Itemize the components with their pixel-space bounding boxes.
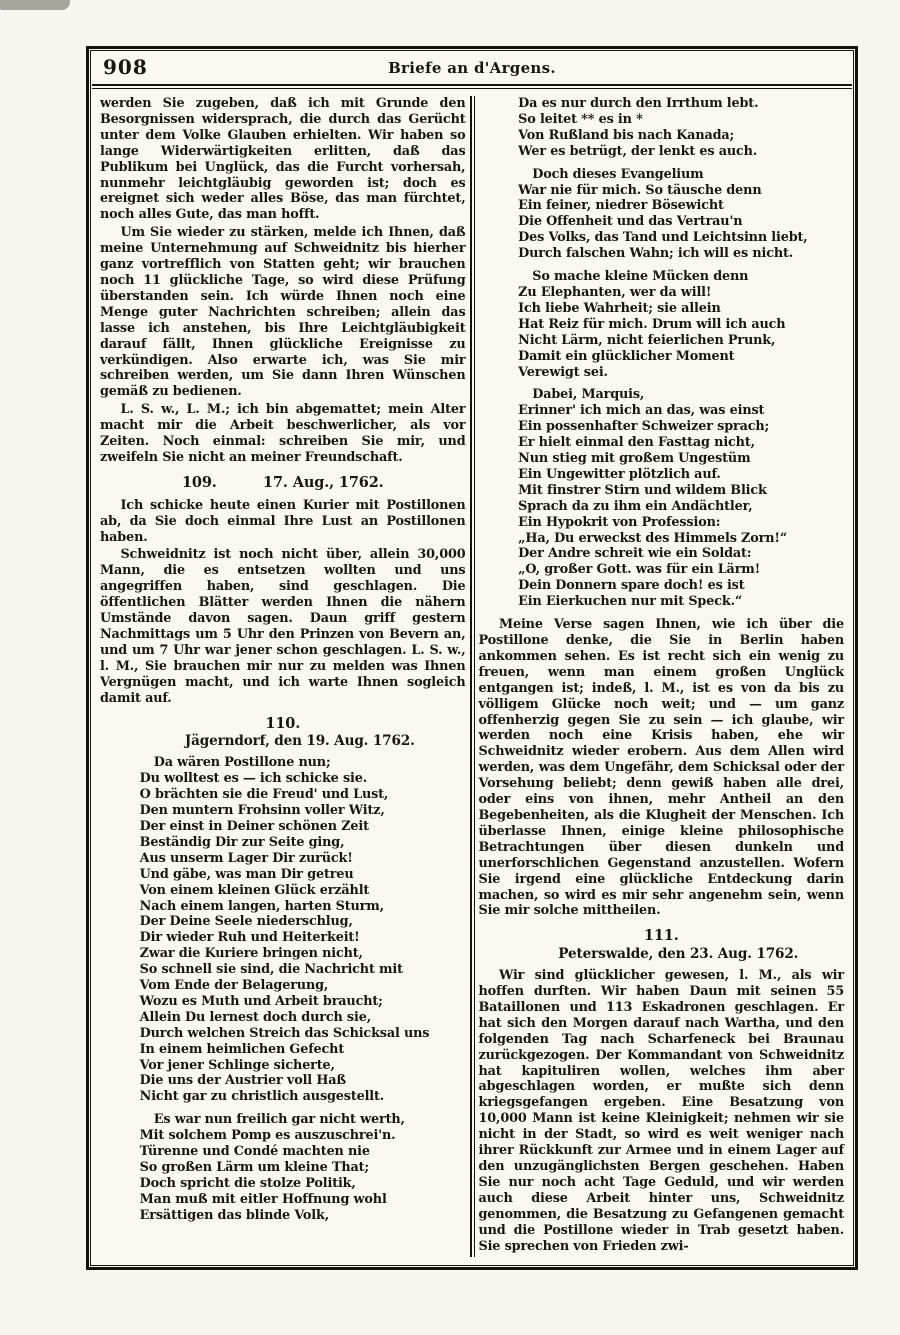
poem-line: Der einst in Deiner schönen Zeit [139,818,369,834]
poem-line: Verewigt sei. [518,364,608,380]
poem-stanza-1 [100,755,466,1105]
letter-110-number: 110. [265,714,301,732]
poem-line: Da wären Postillone nun; [153,755,331,771]
poem-line: Mit finstrer Stirn und wildem Blick [518,482,767,498]
poem-line: Durch welchen Streich das Schicksal uns [139,1025,430,1041]
poem-line: Ein Ungewitter plötzlich auf. [518,466,721,482]
page-number: 908 [103,55,148,79]
poem-line: So schnell sie sind, die Nachricht mit [139,962,403,978]
letter-110-dateline: Jägerndorf, den 19. Aug. 1762. [184,733,415,750]
letter-111-number: 111. [643,927,679,945]
poem-line: Wer es betrügt, der lenkt es auch. [518,143,758,159]
header-rule [92,84,852,86]
page-content [91,89,853,1257]
poem-line: Türenne und Condé machten nie [139,1144,370,1160]
poem-line: Nach einem langen, harten Sturm, [139,898,384,914]
poem-line: Doch dieses Evangelium [532,166,704,182]
poem-line: Die Offenheit und das Vertrau'n [518,214,743,230]
poem-line: Doch spricht die stolze Politik, [139,1175,356,1191]
poem-line: Aus unserm Lager Dir zurück! [139,850,353,866]
intro-paragraphs [100,96,466,466]
poem-line: Mit solchem Pomp es auszuschrei'n. [139,1128,396,1144]
poem-line: So großen Lärm um kleine That; [139,1160,369,1175]
running-title: Briefe an d'Argens. [388,58,556,77]
page-header [91,51,853,84]
poem-stanza-2 [100,1112,466,1223]
poem-line: Durch falschen Wahn; ich will es nicht. [518,246,794,262]
poem-line: Dabei, Marquis, [532,387,645,403]
poem-line: Den muntern Frohsinn voller Witz, [139,803,385,819]
poem-line: Nicht gar zu christlich ausgestellt. [139,1089,385,1105]
poem-line: Von Rußland bis nach Kanada; [518,127,735,143]
poem-line: Der Andre schreit wie ein Soldat: [518,546,752,562]
poem-line: Beständig Dir zur Seite ging, [139,834,345,850]
paragraph: L. S. w., L. M.; ich bin abgemattet; mein Alter macht mir die Arbeit beschwerlicher, als vor Zeiten. Noch einmal: schreiben Sie mir, und zweifeln Sie nicht an meiner Freundschaft. [100,402,466,465]
poem-line: Zwar die Kuriere bringen nicht, [139,946,363,962]
poem-line: Wozu es Muth und Arbeit braucht; [139,993,383,1009]
poem-line: „Ha, Du erweckst des Himmels Zorn!“ [518,530,788,546]
poem-line: Des Volks, das Tand und Leichtsinn liebt, [518,230,808,246]
poem-line: Vom Ende der Belagerung, [139,978,329,994]
paragraph: Schweidnitz ist noch nicht über, allein 30,000 Mann, die es entsetzen wollten und uns angegriffen haben, sind geschlagen. Die öffentlichen Blätter werden Ihnen die nähern Umstände davon sagen. Daun griff gestern Nachmittags um 5 Uhr den Prinzen von Bevern an, und um 7 Uhr war jener schon geschlagen. L. S. w., l. M., Sie brauchen mir nur zu melden was Ihnen Vergnügen macht, und ich warte Ihnen sogleich damit auf. [100,547,466,706]
paragraph: Um Sie wieder zu stärken, melde ich Ihnen, daß meine Unternehmung auf Schweidnitz bis hierher ganz vortrefflich von Statten geht; wir brauchen noch 11 glückliche Tage, so wird diese Prüfung überstanden sein. Ich würde Ihnen noch eine Menge guter Nachrichten schreiben; allein das lasse ich anstehen, bis Ihre Leichtgläubigkeit darauf fällt, Ihnen glückliche Ereignisse zu verkündigen. Also erwarte ich, was Sie mir schreiben werden, um Sie dann Ihren Wünschen gemäß zu bedienen. [100,225,466,400]
poem-stanza-5 [479,269,845,380]
poem-line: Allein Du lernest doch durch sie, [139,1009,371,1025]
poem-line: O brächten sie die Freud' und Lust, [139,787,389,803]
column-divider [470,96,475,1257]
poem-line: Ersättigen das blinde Volk, [139,1207,330,1223]
paragraph: werden Sie zugeben, daß ich mit Grunde den Besorgnissen widersprach, die durch das Gerücht unter dem Volke Glauben erhielten. Wir haben so lange Widerwärtigkeiten erlitten, daß das Publikum bei Unglück, das die Furcht vorhersah, nunmehr leichtgläubig geworden ist; doch es ereignet sich weder alles Böse, das man fürchtet, noch alles Gute, das man hofft. [100,96,466,223]
poem-line: Du wolltest es — ich schicke sie. [139,771,368,787]
poem-line: Ein feiner, niedrer Bösewicht [518,198,724,214]
poem-line: So leitet ** es in * [518,111,643,127]
poem-line: Man muß mit eitler Hoffnung wohl [139,1191,387,1207]
poem-line: Die uns der Austrier voll Haß [139,1073,346,1089]
poem-line: Hat Reiz für mich. Drum will ich auch [518,316,786,332]
poem-line: Nicht Lärm, nicht feierlichen Prunk, [518,332,776,348]
poem-stanza-4 [479,167,845,262]
verse-comment-paragraph: Meine Verse sagen Ihnen, wie ich über die Postillone denke, die Sie in Berlin haben ankommen sehen. Es ist recht sich ein wenig zu freuen, wenn man einem großen Unglück entgangen ist; indeß, l. M., ist es von da bis zu völligem Glücke noch weit; und — um ganz offenherzig gegen Sie zu sein — ich glaube, wir werden noch eine Krisis haben, ehe wir Schweidnitz wieder erobern. Aus dem Allen wird werden, was dem Ungefähr, dem Schicksal oder der Vorsehung beliebt; denn gewiß haben alle drei, oder eins von ihnen, mehr Antheil an den Begebenheiten, als die Klugheit der Menschen. Ich überlasse Ihnen, einige kleine philosophische Betrachtungen über diesen dunkeln und unerforschlichen Gegenstand anzustellen. Wofern Sie irgend eine glückliche Entdeckung darin machen, so wird es mir sehr angenehm sein, wenn Sie mir solche mittheilen. [478,617,844,919]
poem-line: Da es nur durch den Irrthum lebt. [518,96,759,111]
letter-109-paragraphs [100,498,466,707]
poem-line: Und gäbe, was man Dir getreu [139,866,354,882]
letter-109-heading [100,475,466,491]
poem-line: So mache kleine Mücken denn [532,269,749,285]
poem-line: Sprach da zu ihm ein Andächtler, [518,498,753,514]
poem-line: „O, großer Gott. was für ein Lärm! [518,562,761,578]
poem-line: Von einem kleinen Glück erzählt [139,882,370,898]
poem-line: Es war nun freilich gar nicht werth, [153,1112,405,1128]
poem-line: Erinner' ich mich an das, was einst [518,403,765,419]
poem-stanza-6 [479,387,845,610]
poem-line: Zu Elephanten, wer da will! [518,284,712,300]
page-frame-inner [90,50,854,1266]
poem-line: Ein Eierkuchen nur mit Speck.“ [518,594,743,610]
poem-line: Dir wieder Ruh und Heiterkeit! [139,930,360,946]
poem-line: Nun stieg mit großem Ungestüm [518,451,751,467]
poem-line: Ein Hypokrit von Profession: [518,514,721,530]
letter-111-paragraph: Wir sind glücklicher gewesen, l. M., als wir hoffen durften. Wir haben Daun mit seinen 55 Bataillonen und 113 Eskadronen geschlagen. Er hat sich den Morgen darauf nach Wartha, und den folgenden Tag nach Scharfeneck bei Braunau zurückgezogen. Der Kommandant von Schweidnitz hat kapituliren wollen, welches ihm aber abgeschlagen worden, er mußte sich denn kriegsgefangen ergeben. Eine Besatzung von 10,000 Mann ist keine Kleinigkeit; nehmen wir sie nicht in der Stadt, so wird es weit weniger nach ihrer Rückkunft zur Armee und in einem Lager auf den unzugänglichsten Bergen geschehen. Haben Sie nur noch acht Tage Geduld, und wir werden auch diese Arbeit hinter uns, Schweidnitz genommen, die Besatzung zu Gefangenen gemacht und die Postillone wieder in Trab gesetzt haben. Sie sprechen von Frieden zwi- [478,968,844,1254]
letter-109-date: 17. Aug., 1762. [263,473,384,491]
left-column [100,96,466,1257]
right-column [479,96,845,1257]
poem-line: Ein possenhafter Schweizer sprach; [518,419,770,435]
poem-stanza-3 [479,96,845,160]
page-frame [86,46,858,1270]
letter-109-number: 109. [181,473,217,491]
poem-line: Dein Donnern spare doch! es ist [518,578,745,594]
poem-line: Vor jener Schlinge sicherte, [139,1057,335,1073]
poem-line: Der Deine Seele niederschlug, [139,914,353,930]
poem-line: War nie für mich. So täusche denn [518,182,762,198]
scan-edge-smudge [0,0,70,10]
poem-line: Damit ein glücklicher Moment [518,348,735,364]
paragraph: Ich schicke heute einen Kurier mit Postillonen ab, da Sie doch einmal Ihre Lust an Postillonen haben. [100,497,466,545]
poem-line: Ich liebe Wahrheit; sie allein [518,300,721,316]
poem-line: Er hielt einmal den Fasttag nicht, [518,435,755,451]
letter-111-dateline: Peterswalde, den 23. Aug. 1762. [558,946,799,963]
poem-line: In einem heimlichen Gefecht [139,1041,345,1057]
